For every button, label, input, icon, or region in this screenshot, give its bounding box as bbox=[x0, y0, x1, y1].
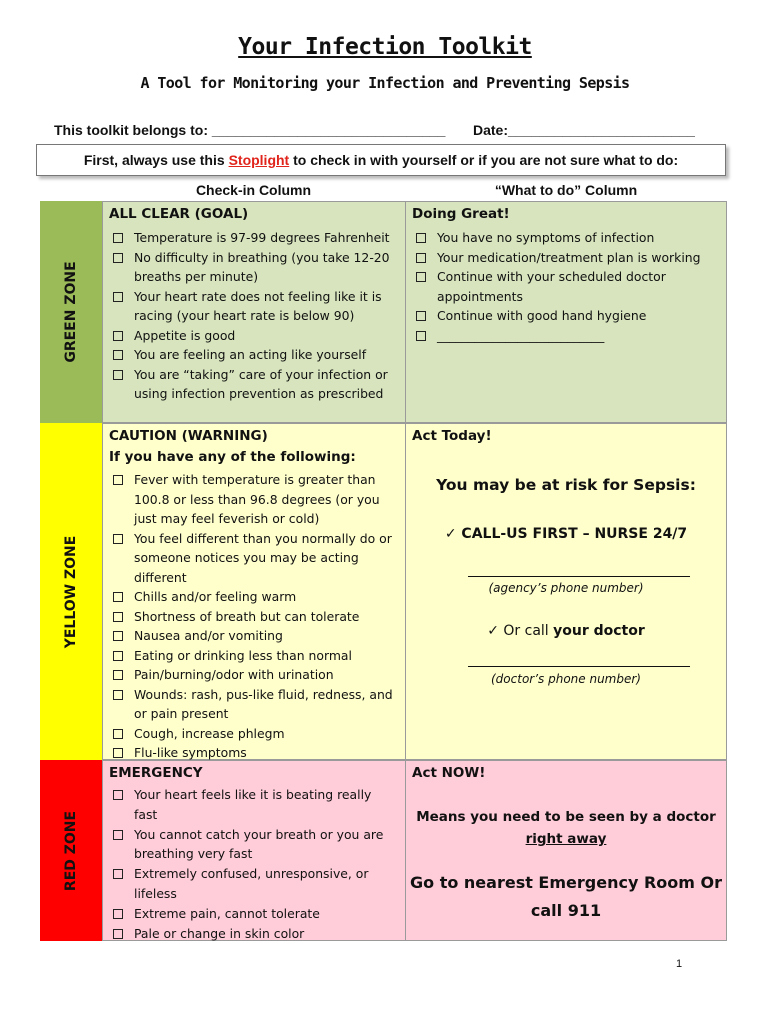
doctor-phone-label: (doctor’s phone number) bbox=[491, 672, 641, 686]
sepsis-risk-text: You may be at risk for Sepsis: bbox=[436, 476, 696, 494]
checklist-item: Extremely confused, unresponsive, or lifeless bbox=[111, 864, 395, 904]
checklist-item: Pain/burning/odor with urination bbox=[111, 665, 395, 685]
checklist-item: Your heart feels like it is beating really fast bbox=[111, 785, 395, 825]
stoplight-word: Stoplight bbox=[228, 152, 290, 168]
checklist-item: You cannot catch your breath or you are breathing very fast bbox=[111, 825, 395, 865]
red-checkin-cell bbox=[102, 760, 406, 941]
checklist-item: Flu-like symptoms bbox=[111, 743, 395, 763]
checklist-item: Extreme pain, cannot tolerate bbox=[111, 904, 395, 924]
checklist-item: You have no symptoms of infection bbox=[414, 228, 716, 248]
yellow-checkin-subheading: If you have any of the following: bbox=[109, 449, 356, 465]
checklist-item: Wounds: rash, pus-like fluid, redness, and or pain present bbox=[111, 685, 395, 724]
agency-phone-blank bbox=[468, 576, 690, 577]
check-mark-icon: ✓ bbox=[487, 623, 504, 639]
belongs-label: This toolkit belongs to: ______________________________ bbox=[54, 122, 446, 138]
call-doctor-line bbox=[406, 623, 726, 639]
checklist-item: Temperature is 97-99 degrees Fahrenheit bbox=[111, 228, 395, 248]
green-checkin-list bbox=[111, 228, 395, 404]
red-zone-bar bbox=[40, 760, 102, 941]
red-todo-cell bbox=[405, 760, 727, 941]
green-checkin-cell bbox=[102, 201, 406, 423]
instruction-banner bbox=[36, 144, 726, 176]
checklist-item: Your medication/treatment plan is working bbox=[414, 248, 716, 268]
whattodo-column-header: “What to do” Column bbox=[494, 182, 638, 198]
checklist-item: You are “taking” care of your infection or using infection prevention as prescribed bbox=[111, 365, 395, 404]
yellow-checkin-cell bbox=[102, 423, 406, 760]
yellow-zone-label: YELLOW ZONE bbox=[63, 535, 79, 648]
checklist-item: Continue with good hand hygiene bbox=[414, 306, 716, 326]
date-label: Date:________________________ bbox=[473, 122, 695, 138]
means-line-2: right away bbox=[525, 831, 607, 847]
yellow-todo-cell bbox=[405, 423, 727, 760]
agency-phone-label: (agency’s phone number) bbox=[488, 581, 644, 595]
page-title: Your Infection Toolkit bbox=[238, 34, 532, 60]
call-us-text: CALL-US FIRST – NURSE 24/7 bbox=[461, 526, 688, 542]
checklist-item: Cough, increase phlegm bbox=[111, 724, 395, 744]
checklist-item: Chills and/or feeling warm bbox=[111, 587, 395, 607]
checklist-item: Appetite is good bbox=[111, 326, 395, 346]
call-us-line bbox=[406, 526, 726, 542]
red-checkin-heading: EMERGENCY bbox=[109, 765, 203, 781]
red-zone-label: RED ZONE bbox=[63, 810, 79, 891]
yellow-zone-bar bbox=[40, 423, 102, 760]
green-todo-heading: Doing Great! bbox=[412, 206, 510, 222]
red-todo-heading: Act NOW! bbox=[412, 765, 486, 781]
instruction-suffix: to check in with yourself or if you are not sure what to do: bbox=[289, 152, 679, 168]
checklist-item: Eating or drinking less than normal bbox=[111, 646, 395, 666]
doctor-phone-blank bbox=[468, 666, 690, 667]
checklist-item: You feel different than you normally do or someone notices you may be acting different bbox=[111, 529, 395, 588]
checkin-column-header: Check-in Column bbox=[195, 182, 312, 198]
checklist-item: You are feeling an acting like yourself bbox=[111, 345, 395, 365]
red-checkin-list bbox=[111, 785, 395, 943]
go-er-line-1: Go to nearest Emergency Room Or bbox=[410, 873, 722, 892]
means-line-1: Means you need to be seen by a doctor bbox=[416, 809, 716, 825]
checklist-item: No difficulty in breathing (you take 12-20 breaths per minute) bbox=[111, 248, 395, 287]
green-todo-list bbox=[414, 228, 716, 345]
yellow-checkin-heading: CAUTION (WARNING) bbox=[109, 428, 268, 444]
check-mark-icon: ✓ bbox=[444, 526, 462, 542]
checklist-item: Nausea and/or vomiting bbox=[111, 626, 395, 646]
green-checkin-heading: ALL CLEAR (GOAL) bbox=[109, 206, 249, 222]
instruction-prefix: First, always use this bbox=[83, 152, 229, 168]
checklist-item: Shortness of breath but can tolerate bbox=[111, 607, 395, 627]
page-subtitle: A Tool for Monitoring your Infection and Preventing Sepsis bbox=[140, 74, 630, 92]
checklist-item: Fever with temperature is greater than 100.8 or less than 96.8 degrees (or you just may feel feverish or cold) bbox=[111, 470, 395, 529]
green-zone-bar bbox=[40, 201, 102, 423]
go-er-line-2: call 911 bbox=[530, 901, 602, 920]
or-call-text: Or call bbox=[503, 623, 554, 639]
owner-line bbox=[54, 122, 719, 138]
checklist-item: Your heart rate does not feeling like it is racing (your heart rate is below 90) bbox=[111, 287, 395, 326]
checklist-item: Pale or change in skin color bbox=[111, 924, 395, 944]
checklist-item: Continue with your scheduled doctor appointments bbox=[414, 267, 716, 306]
page-number: 1 bbox=[676, 958, 683, 970]
green-zone-label: GREEN ZONE bbox=[63, 261, 79, 363]
yellow-todo-heading: Act Today! bbox=[412, 428, 492, 444]
yellow-checkin-list bbox=[111, 470, 395, 763]
your-doctor-text: your doctor bbox=[553, 623, 645, 639]
checklist-item: ___________________________ bbox=[414, 326, 716, 346]
green-todo-cell bbox=[405, 201, 727, 423]
